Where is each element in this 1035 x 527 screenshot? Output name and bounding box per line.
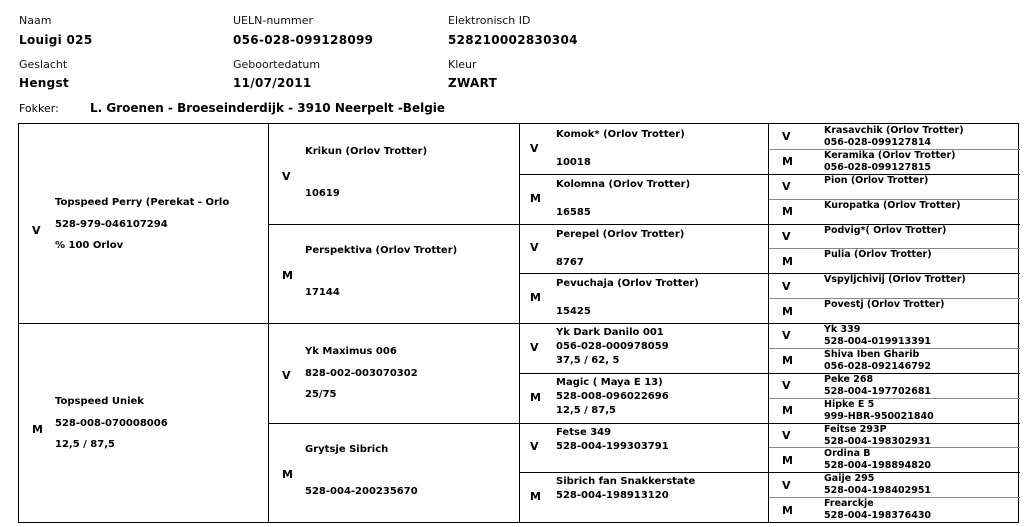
horse-id: 999-HBR-950021840	[824, 410, 934, 422]
naam-value: Louigi 025	[19, 33, 93, 47]
horse-id: 528-004-197702681	[824, 385, 932, 397]
horse-id: 528-004-198376430	[824, 510, 932, 522]
horse-name: Feitse 293P	[824, 423, 887, 435]
geslacht-value: Hengst	[19, 76, 69, 90]
row-divider	[520, 373, 768, 374]
horse-name: Shiva Iben Gharib	[824, 348, 920, 360]
pedigree-cell	[769, 348, 1020, 373]
geboortedatum-label: Geboortedatum	[233, 58, 321, 71]
horse-id: 528-004-199303791	[556, 440, 669, 452]
horse-id: 056-028-099127815	[824, 161, 932, 173]
geboortedatum-value: 11/07/2011	[233, 76, 312, 90]
horse-name: Povestj (Orlov Trotter)	[824, 299, 945, 311]
pedigree-cell	[520, 323, 768, 373]
horse-id: 528-004-198402951	[824, 485, 932, 497]
sex-marker: M	[530, 490, 541, 504]
row-divider	[269, 323, 519, 324]
pedigree-cell	[520, 373, 768, 423]
kleur-value: ZWART	[448, 76, 498, 90]
horse-extra: % 100 Orlov	[55, 239, 124, 251]
pedigree-cell	[769, 224, 1020, 249]
chip-label: Elektronisch ID	[448, 14, 531, 27]
sex-marker: V	[32, 223, 41, 237]
horse-id: 16585	[556, 206, 591, 218]
ueln-label: UELN-nummer	[233, 14, 313, 27]
pedigree-cell	[269, 224, 519, 324]
horse-name: Pevuchaja (Orlov Trotter)	[556, 278, 699, 290]
horse-name: Ordina B	[824, 448, 871, 460]
horse-id: 056-028-000978059	[556, 341, 669, 352]
horse-id: 528-008-070008006	[55, 417, 168, 429]
horse-name: Yk Dark Danilo 001	[556, 327, 664, 338]
row-divider	[769, 497, 1020, 498]
horse-name: Keramika (Orlov Trotter)	[824, 149, 956, 161]
sex-marker: V	[782, 180, 791, 194]
sex-marker: V	[530, 141, 539, 155]
geslacht-label: Geslacht	[19, 58, 68, 71]
horse-extra: 25/75	[305, 388, 337, 400]
sex-marker: V	[530, 241, 539, 255]
horse-id: 8767	[556, 256, 584, 268]
horse-name: Topspeed Perry (Perekat - Orlo	[55, 196, 230, 208]
horse-name: Yk Maximus 006	[305, 345, 397, 357]
sex-marker: V	[530, 340, 539, 354]
sex-marker: V	[782, 130, 791, 144]
row-divider	[520, 174, 768, 175]
row-divider	[520, 472, 768, 473]
horse-extra: 12,5 / 87,5	[55, 438, 115, 450]
horse-id: 056-028-099127814	[824, 137, 932, 148]
horse-id: 528-004-198302931	[824, 435, 932, 447]
row-divider	[769, 248, 1020, 249]
pedigree-cell	[269, 323, 519, 423]
horse-name: Perspektiva (Orlov Trotter)	[305, 245, 458, 257]
horse-name: Magic ( Maya E 13)	[556, 376, 663, 388]
row-divider	[769, 323, 1020, 324]
horse-name: Peke 268	[824, 373, 874, 385]
pedigree-cell	[520, 423, 768, 473]
row-divider	[520, 224, 768, 225]
sex-marker: M	[530, 191, 541, 205]
pedigree-cell	[520, 174, 768, 224]
horse-name: Pion (Orlov Trotter)	[824, 174, 929, 186]
row-divider	[520, 423, 768, 424]
row-divider	[769, 199, 1020, 200]
sex-marker: M	[782, 453, 793, 467]
horse-name: Yk 339	[824, 324, 861, 335]
pedigree-cell	[769, 497, 1020, 522]
pedigree-cell	[520, 273, 768, 323]
pedigree-cell	[769, 447, 1020, 472]
horse-id: 528-004-198913120	[556, 490, 669, 502]
sex-marker: V	[782, 379, 791, 393]
horse-id: 828-002-003070302	[305, 367, 418, 379]
sex-marker: M	[782, 254, 793, 268]
pedigree-cell	[769, 124, 1020, 149]
horse-name: Komok* (Orlov Trotter)	[556, 129, 685, 140]
horse-name: Pulia (Orlov Trotter)	[824, 249, 932, 261]
kleur-label: Kleur	[448, 58, 477, 71]
fokker-value: L. Groenen - Broeseinderdijk - 3910 Neerpelt -Belgie	[90, 101, 446, 115]
row-divider	[269, 224, 519, 225]
horse-name: Kolomna (Orlov Trotter)	[556, 178, 691, 190]
row-divider	[769, 149, 1020, 150]
row-divider	[769, 224, 1020, 225]
horse-name: Fetse 349	[556, 426, 612, 438]
pedigree-cell	[769, 323, 1020, 348]
horse-id: 15425	[556, 306, 591, 318]
sex-marker: M	[782, 354, 793, 368]
pedigree-cell	[769, 423, 1020, 448]
sex-marker: M	[282, 269, 293, 283]
pedigree-cell	[769, 149, 1020, 174]
horse-id: 10018	[556, 157, 591, 168]
pedigree-table	[18, 123, 1019, 523]
row-divider	[769, 423, 1020, 424]
horse-name: Podvig*( Orlov Trotter)	[824, 224, 947, 236]
row-divider	[769, 447, 1020, 448]
horse-id: 528-004-200235670	[305, 486, 418, 498]
horse-name: Krasavchik (Orlov Trotter)	[824, 125, 964, 136]
pedigree-cell	[19, 323, 268, 522]
pedigree-cell	[769, 273, 1020, 298]
pedigree-cell	[769, 199, 1020, 224]
pedigree-cell	[19, 124, 268, 323]
sex-marker: M	[32, 422, 43, 436]
horse-name: Topspeed Uniek	[55, 395, 144, 407]
pedigree-cell	[269, 423, 519, 523]
sex-marker: M	[782, 404, 793, 418]
pedigree-cell	[769, 248, 1020, 273]
sex-marker: V	[282, 169, 291, 183]
row-divider	[769, 174, 1020, 175]
pedigree-cell	[769, 373, 1020, 398]
row-divider	[769, 472, 1020, 473]
fokker-label: Fokker:	[19, 102, 59, 115]
horse-name: Frearckje	[824, 498, 874, 510]
sex-marker: V	[782, 329, 791, 343]
pedigree-cell	[269, 124, 519, 224]
horse-id: 17144	[305, 287, 340, 299]
pedigree-cell	[520, 224, 768, 274]
row-divider	[769, 373, 1020, 374]
pedigree-cell	[769, 398, 1020, 423]
sex-marker: M	[530, 390, 541, 404]
sex-marker: V	[530, 440, 539, 454]
row-divider	[769, 298, 1020, 299]
ueln-value: 056-028-099128099	[233, 33, 374, 47]
horse-name: Gaije 295	[824, 473, 875, 485]
horse-name: Perepel (Orlov Trotter)	[556, 228, 685, 240]
row-divider	[769, 273, 1020, 274]
sex-marker: M	[782, 205, 793, 219]
horse-extra: 12,5 / 87,5	[556, 404, 616, 416]
pedigree-cell	[769, 472, 1020, 497]
sex-marker: V	[782, 428, 791, 442]
horse-id: 528-979-046107294	[55, 218, 168, 230]
pedigree-cell	[520, 124, 768, 174]
sex-marker: M	[782, 503, 793, 517]
sex-marker: V	[782, 478, 791, 492]
sex-marker: V	[282, 368, 291, 382]
horse-id: 056-028-092146792	[824, 360, 932, 372]
horse-extra: 37,5 / 62, 5	[556, 355, 620, 366]
row-divider	[520, 323, 768, 324]
sex-marker: V	[782, 229, 791, 243]
horse-id: 528-004-198894820	[824, 460, 932, 472]
horse-name: Hipke E 5	[824, 398, 875, 410]
horse-id: 528-008-096022696	[556, 390, 669, 402]
pedigree-cell	[769, 298, 1020, 323]
sex-marker: M	[282, 468, 293, 482]
row-divider	[269, 423, 519, 424]
sex-marker: M	[530, 291, 541, 305]
horse-id: 10619	[305, 187, 340, 199]
sex-marker: M	[782, 155, 793, 169]
horse-name: Vspyljchivij (Orlov Trotter)	[824, 274, 966, 286]
naam-label: Naam	[19, 14, 52, 27]
sex-marker: V	[782, 279, 791, 293]
row-divider	[19, 323, 268, 324]
pedigree-cell	[769, 174, 1020, 199]
horse-name: Kuropatka (Orlov Trotter)	[824, 199, 961, 211]
horse-name: Sibrich fan Snakkerstate	[556, 476, 696, 488]
horse-id: 528-004-019913391	[824, 336, 932, 347]
row-divider	[769, 348, 1020, 349]
horse-name: Krikun (Orlov Trotter)	[305, 145, 428, 157]
row-divider	[520, 273, 768, 274]
chip-value: 528210002830304	[448, 33, 578, 47]
horse-name: Grytsje Sibrich	[305, 444, 389, 456]
row-divider	[769, 398, 1020, 399]
pedigree-cell	[520, 472, 768, 522]
sex-marker: M	[782, 304, 793, 318]
